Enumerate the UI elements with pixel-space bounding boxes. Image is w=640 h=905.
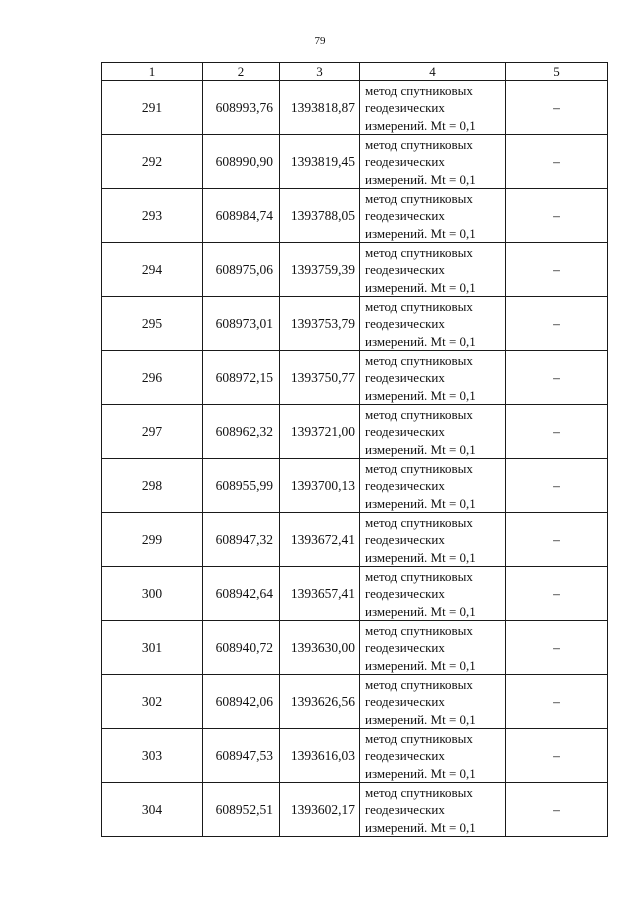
method-text-line: метод спутниковых [365, 785, 473, 800]
method-text-line: геодезических [365, 586, 445, 602]
method-cell [360, 567, 506, 621]
method-cell [360, 621, 506, 675]
method-text-line: геодезических [365, 694, 445, 710]
method-text-line: геодезических [365, 316, 445, 332]
y-coordinate-cell: 1393788,05 [280, 189, 360, 243]
note-cell: – [506, 513, 608, 567]
method-text-line: метод спутниковых [365, 731, 473, 746]
x-coordinate-cell: 608975,06 [203, 243, 280, 297]
y-coordinate-cell: 1393750,77 [280, 351, 360, 405]
method-text-line: метод спутниковых [365, 299, 473, 314]
note-cell: – [506, 783, 608, 837]
table-row [102, 243, 608, 297]
table-row [102, 729, 608, 783]
x-coordinate-cell: 608947,53 [203, 729, 280, 783]
note-cell: – [506, 243, 608, 297]
x-coordinate-cell: 608993,76 [203, 81, 280, 135]
y-coordinate-cell: 1393753,79 [280, 297, 360, 351]
point-number-cell: 302 [102, 675, 203, 729]
method-cell [360, 297, 506, 351]
method-text-line: измерений. Mt = 0,1 [365, 387, 476, 403]
point-number-cell: 299 [102, 513, 203, 567]
point-number-cell: 292 [102, 135, 203, 189]
method-text-line: геодезических [365, 262, 445, 278]
note-cell: – [506, 297, 608, 351]
method-text-line: измерений. Mt = 0,1 [365, 333, 476, 349]
method-text-line: измерений. Mt = 0,1 [365, 495, 476, 511]
method-text-line: измерений. Mt = 0,1 [365, 441, 476, 457]
method-cell [360, 459, 506, 513]
x-coordinate-cell: 608962,32 [203, 405, 280, 459]
note-cell: – [506, 621, 608, 675]
table-row [102, 189, 608, 243]
table-row [102, 621, 608, 675]
method-text-line: метод спутниковых [365, 515, 473, 530]
table-row [102, 783, 608, 837]
y-coordinate-cell: 1393721,00 [280, 405, 360, 459]
x-coordinate-cell: 608972,15 [203, 351, 280, 405]
method-cell [360, 189, 506, 243]
table-header-row [102, 63, 608, 81]
method-text-line: измерений. Mt = 0,1 [365, 657, 476, 673]
note-cell: – [506, 351, 608, 405]
note-cell: – [506, 189, 608, 243]
method-text-line: метод спутниковых [365, 353, 473, 368]
y-coordinate-cell: 1393657,41 [280, 567, 360, 621]
coordinates-table [101, 62, 608, 837]
point-number-cell: 304 [102, 783, 203, 837]
method-text-line: геодезических [365, 424, 445, 440]
table-row [102, 513, 608, 567]
column-header: 2 [203, 63, 280, 81]
note-cell: – [506, 405, 608, 459]
method-text-line: измерений. Mt = 0,1 [365, 711, 476, 727]
table-row [102, 567, 608, 621]
table-row [102, 459, 608, 513]
method-cell [360, 81, 506, 135]
page-number: 79 [314, 35, 326, 47]
method-text-line: измерений. Mt = 0,1 [365, 549, 476, 565]
method-cell [360, 243, 506, 297]
method-text-line: метод спутниковых [365, 245, 473, 260]
method-text-line: измерений. Mt = 0,1 [365, 819, 476, 835]
y-coordinate-cell: 1393759,39 [280, 243, 360, 297]
point-number-cell: 293 [102, 189, 203, 243]
y-coordinate-cell: 1393672,41 [280, 513, 360, 567]
y-coordinate-cell: 1393602,17 [280, 783, 360, 837]
method-text-line: геодезических [365, 478, 445, 494]
method-text-line: измерений. Mt = 0,1 [365, 225, 476, 241]
method-text-line: измерений. Mt = 0,1 [365, 117, 476, 133]
method-text-line: геодезических [365, 208, 445, 224]
method-cell [360, 675, 506, 729]
y-coordinate-cell: 1393616,03 [280, 729, 360, 783]
note-cell: – [506, 135, 608, 189]
x-coordinate-cell: 608955,99 [203, 459, 280, 513]
point-number-cell: 294 [102, 243, 203, 297]
x-coordinate-cell: 608942,06 [203, 675, 280, 729]
method-text-line: метод спутниковых [365, 569, 473, 584]
column-header: 4 [360, 63, 506, 81]
method-text-line: измерений. Mt = 0,1 [365, 279, 476, 295]
table-row [102, 81, 608, 135]
method-cell [360, 729, 506, 783]
point-number-cell: 295 [102, 297, 203, 351]
x-coordinate-cell: 608984,74 [203, 189, 280, 243]
method-text-line: метод спутниковых [365, 461, 473, 476]
point-number-cell: 303 [102, 729, 203, 783]
column-header: 3 [280, 63, 360, 81]
note-cell: – [506, 459, 608, 513]
note-cell: – [506, 675, 608, 729]
x-coordinate-cell: 608973,01 [203, 297, 280, 351]
y-coordinate-cell: 1393819,45 [280, 135, 360, 189]
point-number-cell: 291 [102, 81, 203, 135]
point-number-cell: 300 [102, 567, 203, 621]
note-cell: – [506, 81, 608, 135]
method-cell [360, 135, 506, 189]
column-header: 1 [102, 63, 203, 81]
table-body [102, 81, 608, 837]
table-row [102, 351, 608, 405]
method-text-line: геодезических [365, 748, 445, 764]
method-text-line: геодезических [365, 100, 445, 116]
table-row [102, 405, 608, 459]
y-coordinate-cell: 1393626,56 [280, 675, 360, 729]
method-text-line: метод спутниковых [365, 137, 473, 152]
method-text-line: измерений. Mt = 0,1 [365, 603, 476, 619]
method-text-line: геодезических [365, 154, 445, 170]
column-header: 5 [506, 63, 608, 81]
point-number-cell: 301 [102, 621, 203, 675]
x-coordinate-cell: 608942,64 [203, 567, 280, 621]
y-coordinate-cell: 1393630,00 [280, 621, 360, 675]
x-coordinate-cell: 608947,32 [203, 513, 280, 567]
method-text-line: метод спутниковых [365, 191, 473, 206]
table-row [102, 135, 608, 189]
point-number-cell: 298 [102, 459, 203, 513]
method-text-line: метод спутниковых [365, 407, 473, 422]
method-cell [360, 513, 506, 567]
note-cell: – [506, 567, 608, 621]
x-coordinate-cell: 608990,90 [203, 135, 280, 189]
method-text-line: измерений. Mt = 0,1 [365, 171, 476, 187]
method-text-line: геодезических [365, 370, 445, 386]
method-text-line: геодезических [365, 640, 445, 656]
method-text-line: измерений. Mt = 0,1 [365, 765, 476, 781]
method-text-line: геодезических [365, 532, 445, 548]
table-row [102, 297, 608, 351]
method-cell [360, 783, 506, 837]
method-text-line: метод спутниковых [365, 677, 473, 692]
point-number-cell: 297 [102, 405, 203, 459]
x-coordinate-cell: 608940,72 [203, 621, 280, 675]
y-coordinate-cell: 1393818,87 [280, 81, 360, 135]
method-cell [360, 351, 506, 405]
table-row [102, 675, 608, 729]
point-number-cell: 296 [102, 351, 203, 405]
y-coordinate-cell: 1393700,13 [280, 459, 360, 513]
method-text-line: метод спутниковых [365, 83, 473, 98]
x-coordinate-cell: 608952,51 [203, 783, 280, 837]
method-text-line: метод спутниковых [365, 623, 473, 638]
method-cell [360, 405, 506, 459]
note-cell: – [506, 729, 608, 783]
method-text-line: геодезических [365, 802, 445, 818]
